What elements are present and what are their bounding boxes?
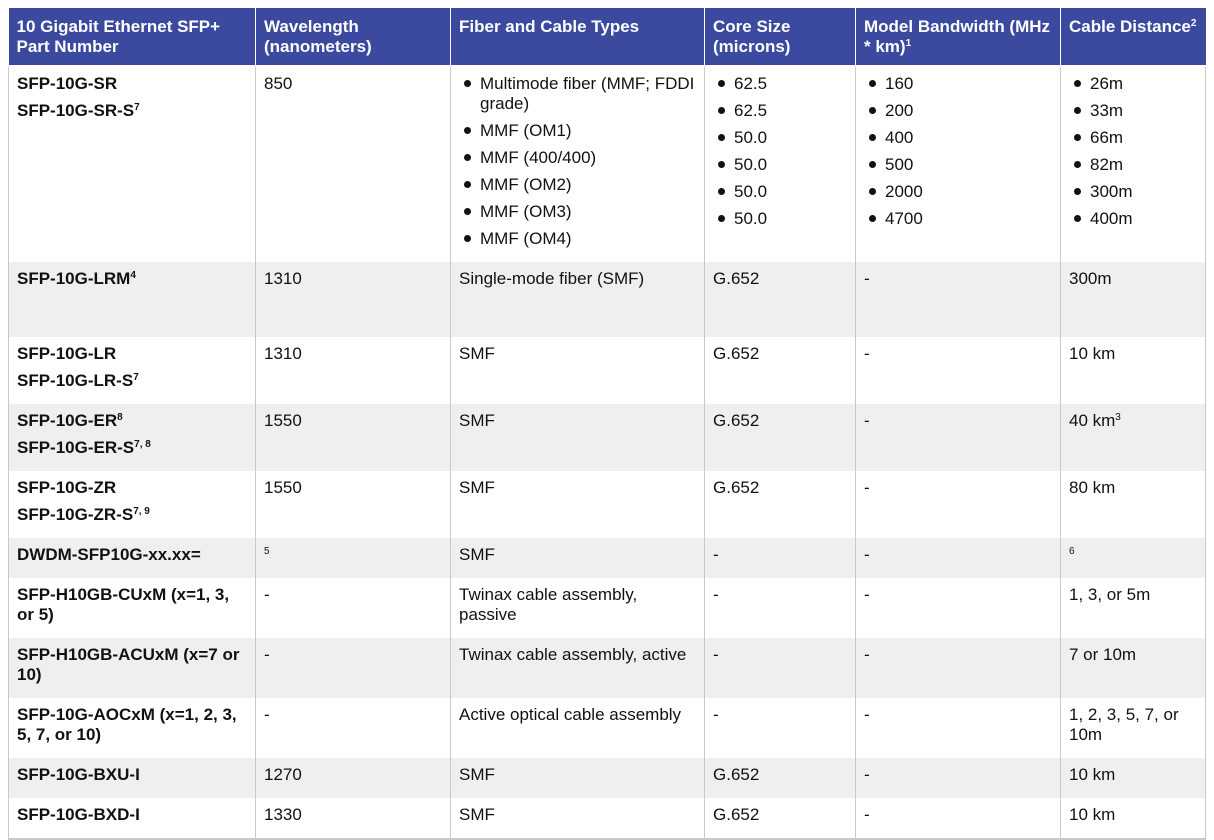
header-label: 10 Gigabit Ethernet SFP+ Part Number	[16, 17, 221, 56]
footnote-ref: 8	[117, 412, 123, 423]
cell-text: 1270	[264, 765, 302, 784]
part-number	[17, 344, 247, 364]
fiber-type-cell	[451, 404, 705, 471]
bullet-item: 62.5	[713, 101, 847, 121]
distance-cell	[1061, 538, 1206, 578]
bandwidth-cell	[856, 538, 1061, 578]
bullet-item: 200	[864, 101, 1052, 121]
footnote-ref: 7, 8	[134, 439, 151, 450]
cell-text: -	[864, 545, 870, 564]
cell-text: 1310	[264, 344, 302, 363]
core-size-cell	[705, 698, 856, 758]
wavelength-cell	[256, 66, 451, 262]
table-row	[9, 538, 1206, 578]
distance-cell	[1061, 66, 1206, 262]
cell-text: SMF	[459, 805, 495, 824]
table-row	[9, 66, 1206, 262]
part-number-text: SFP-10G-SR	[17, 74, 118, 93]
cell-text: -	[864, 765, 870, 784]
part-number-text: DWDM-SFP10G-xx.xx=	[17, 545, 201, 564]
bullet-item: 400m	[1069, 209, 1197, 229]
part-number-text: SFP-10G-ER	[17, 411, 118, 430]
bullet-list	[459, 74, 696, 249]
part-number	[17, 585, 247, 625]
table-row	[9, 758, 1206, 798]
cell-text: G.652	[713, 805, 760, 824]
core-size-cell	[705, 471, 856, 538]
cell-text: 10 km	[1069, 765, 1116, 784]
fiber-type-cell	[451, 337, 705, 404]
bullet-item: MMF (OM4)	[459, 229, 696, 249]
part-number-text: SFP-10G-LR-S	[17, 371, 134, 390]
cell-text: 1, 3, or 5m	[1069, 585, 1151, 604]
part-number-text: SFP-10G-ZR	[17, 478, 117, 497]
cell-text: 1550	[264, 478, 302, 497]
bullet-list	[1069, 74, 1197, 229]
part-number-cell	[9, 262, 256, 337]
fiber-type-cell	[451, 698, 705, 758]
cell-text: -	[864, 269, 870, 288]
footnote-ref: 7	[133, 372, 139, 383]
header-model-bandwidth	[856, 8, 1061, 66]
part-number-cell	[9, 638, 256, 698]
bullet-item: MMF (OM2)	[459, 175, 696, 195]
cell-text: -	[864, 705, 870, 724]
part-number-text: SFP-10G-ZR-S	[17, 505, 134, 524]
cell-text: -	[264, 705, 270, 724]
cell-text: 1, 2, 3, 5, 7, or 10m	[1069, 705, 1179, 744]
core-size-cell	[705, 798, 856, 839]
part-number-text: SFP-10G-BXD-I	[17, 805, 140, 824]
header-label: Model Bandwidth (MHz * km)	[864, 17, 1051, 56]
cell-text: G.652	[713, 411, 760, 430]
part-number	[17, 645, 247, 685]
fiber-type-cell	[451, 471, 705, 538]
bullet-item: 33m	[1069, 101, 1197, 121]
distance-cell	[1061, 337, 1206, 404]
fiber-type-cell	[451, 262, 705, 337]
wavelength-cell	[256, 638, 451, 698]
part-number-text: SFP-10G-SR-S	[17, 101, 135, 120]
fiber-type-cell	[451, 798, 705, 839]
bullet-item: MMF (400/400)	[459, 148, 696, 168]
wavelength-cell	[256, 578, 451, 638]
wavelength-cell	[256, 471, 451, 538]
footnote-ref: 6	[1069, 546, 1075, 557]
cell-text: -	[264, 645, 270, 664]
core-size-cell	[705, 262, 856, 337]
part-number	[17, 765, 247, 785]
bullet-item: 500	[864, 155, 1052, 175]
footnote-ref: 3	[1115, 412, 1121, 423]
bullet-item: 160	[864, 74, 1052, 94]
bullet-item: 82m	[1069, 155, 1197, 175]
table-row	[9, 578, 1206, 638]
cell-text: -	[713, 585, 719, 604]
cell-text: G.652	[713, 478, 760, 497]
bandwidth-cell	[856, 404, 1061, 471]
part-number	[17, 438, 247, 458]
table-header	[9, 8, 1206, 66]
bullet-item: Multimode fiber (MMF; FDDI grade)	[459, 74, 696, 114]
sfp-spec-table	[8, 8, 1206, 840]
bullet-item: 50.0	[713, 128, 847, 148]
distance-cell	[1061, 798, 1206, 839]
cell-text: -	[864, 344, 870, 363]
part-number	[17, 101, 247, 121]
header-footnote: 2	[1190, 18, 1197, 29]
part-number-cell	[9, 66, 256, 262]
cell-text: 1330	[264, 805, 302, 824]
bullet-item: 26m	[1069, 74, 1197, 94]
header-label: Fiber and Cable Types	[459, 17, 640, 36]
distance-cell	[1061, 758, 1206, 798]
cell-text: 7 or 10m	[1069, 645, 1137, 664]
part-number-text: SFP-H10GB-ACUxM (x=7 or 10)	[17, 645, 240, 684]
fiber-type-cell	[451, 638, 705, 698]
bandwidth-cell	[856, 638, 1061, 698]
wavelength-cell	[256, 262, 451, 337]
cell-text: 850	[264, 74, 293, 93]
cell-text: G.652	[713, 765, 760, 784]
bullet-list	[713, 74, 847, 229]
table-row	[9, 638, 1206, 698]
part-number	[17, 371, 247, 391]
cell-text: Single-mode fiber (SMF)	[459, 269, 645, 288]
part-number-text: SFP-10G-ER-S	[17, 438, 135, 457]
part-number-cell	[9, 538, 256, 578]
footnote-ref: 4	[130, 270, 136, 281]
core-size-cell	[705, 66, 856, 262]
cell-text: -	[864, 805, 870, 824]
bullet-item: 300m	[1069, 182, 1197, 202]
cell-text: -	[864, 645, 870, 664]
header-footnote: 1	[905, 38, 912, 49]
part-number-cell	[9, 471, 256, 538]
cell-text: -	[864, 585, 870, 604]
distance-cell	[1061, 404, 1206, 471]
bandwidth-cell	[856, 471, 1061, 538]
header-label: Wavelength (nanometers)	[264, 17, 372, 56]
cell-text: Active optical cable assembly	[459, 705, 682, 724]
footnote-ref: 7, 9	[133, 506, 150, 517]
core-size-cell	[705, 337, 856, 404]
bandwidth-cell	[856, 66, 1061, 262]
header-label: Core Size (microns)	[713, 17, 791, 56]
part-number	[17, 705, 247, 745]
header-wavelength	[256, 8, 451, 66]
cell-text: Twinax cable assembly, active	[459, 645, 687, 664]
core-size-cell	[705, 578, 856, 638]
cell-text: 80 km	[1069, 478, 1116, 497]
cell-text: 40 km	[1069, 411, 1116, 430]
part-number-text: SFP-10G-BXU-I	[17, 765, 140, 784]
wavelength-cell	[256, 798, 451, 839]
bandwidth-cell	[856, 758, 1061, 798]
bandwidth-cell	[856, 698, 1061, 758]
cell-text: G.652	[713, 344, 760, 363]
part-number-cell	[9, 758, 256, 798]
part-number-cell	[9, 337, 256, 404]
part-number-text: SFP-10G-LR	[17, 344, 117, 363]
table-row	[9, 798, 1206, 839]
cell-text: SMF	[459, 478, 495, 497]
table-body	[9, 66, 1206, 839]
cell-text: 1550	[264, 411, 302, 430]
distance-cell	[1061, 471, 1206, 538]
cell-text: -	[264, 585, 270, 604]
distance-cell	[1061, 578, 1206, 638]
core-size-cell	[705, 404, 856, 471]
core-size-cell	[705, 758, 856, 798]
cell-text: SMF	[459, 765, 495, 784]
bullet-item: 50.0	[713, 155, 847, 175]
bullet-item: MMF (OM3)	[459, 202, 696, 222]
bullet-item: 50.0	[713, 209, 847, 229]
wavelength-cell	[256, 337, 451, 404]
cell-text: SMF	[459, 344, 495, 363]
footnote-ref: 5	[264, 546, 270, 557]
table-row	[9, 262, 1206, 337]
cell-text: SMF	[459, 411, 495, 430]
fiber-type-cell	[451, 66, 705, 262]
cell-text: -	[864, 478, 870, 497]
fiber-type-cell	[451, 578, 705, 638]
footnote-ref: 7	[134, 102, 140, 113]
bullet-list	[864, 74, 1052, 229]
table-row	[9, 337, 1206, 404]
cell-text: -	[864, 411, 870, 430]
cell-text: 10 km	[1069, 344, 1116, 363]
part-number	[17, 411, 247, 431]
bullet-item: 2000	[864, 182, 1052, 202]
bullet-item: 66m	[1069, 128, 1197, 148]
part-number	[17, 478, 247, 498]
bullet-item: 4700	[864, 209, 1052, 229]
part-number	[17, 74, 247, 94]
part-number-cell	[9, 798, 256, 839]
cell-text: 10 km	[1069, 805, 1116, 824]
part-number-cell	[9, 698, 256, 758]
core-size-cell	[705, 638, 856, 698]
cell-text: -	[713, 705, 719, 724]
cell-text: SMF	[459, 545, 495, 564]
bandwidth-cell	[856, 798, 1061, 839]
part-number-text: SFP-H10GB-CUxM (x=1, 3, or 5)	[17, 585, 230, 624]
distance-cell	[1061, 262, 1206, 337]
bullet-item: MMF (OM1)	[459, 121, 696, 141]
table-row	[9, 698, 1206, 758]
bandwidth-cell	[856, 262, 1061, 337]
table-row	[9, 471, 1206, 538]
distance-cell	[1061, 698, 1206, 758]
fiber-type-cell	[451, 758, 705, 798]
cell-text: 300m	[1069, 269, 1112, 288]
part-number	[17, 505, 247, 525]
distance-cell	[1061, 638, 1206, 698]
cell-text: 1310	[264, 269, 302, 288]
cell-text: -	[713, 645, 719, 664]
bandwidth-cell	[856, 578, 1061, 638]
cell-text: G.652	[713, 269, 760, 288]
table-row	[9, 404, 1206, 471]
header-part-number	[9, 8, 256, 66]
part-number	[17, 805, 247, 825]
part-number	[17, 269, 247, 289]
part-number-cell	[9, 578, 256, 638]
wavelength-cell	[256, 538, 451, 578]
header-core-size	[705, 8, 856, 66]
part-number-cell	[9, 404, 256, 471]
bullet-item: 50.0	[713, 182, 847, 202]
cell-text: -	[713, 545, 719, 564]
part-number	[17, 545, 247, 565]
bullet-item: 62.5	[713, 74, 847, 94]
header-fiber-type	[451, 8, 705, 66]
cell-text: Twinax cable assembly, passive	[459, 585, 638, 624]
header-row	[9, 8, 1206, 66]
part-number-text: SFP-10G-AOCxM (x=1, 2, 3, 5, 7, or 10)	[17, 705, 237, 744]
wavelength-cell	[256, 698, 451, 758]
header-label: Cable Distance	[1069, 17, 1191, 36]
core-size-cell	[705, 538, 856, 578]
fiber-type-cell	[451, 538, 705, 578]
header-cable-distance	[1061, 8, 1206, 66]
bandwidth-cell	[856, 337, 1061, 404]
wavelength-cell	[256, 404, 451, 471]
part-number-text: SFP-10G-LRM	[17, 269, 131, 288]
bullet-item: 400	[864, 128, 1052, 148]
wavelength-cell	[256, 758, 451, 798]
